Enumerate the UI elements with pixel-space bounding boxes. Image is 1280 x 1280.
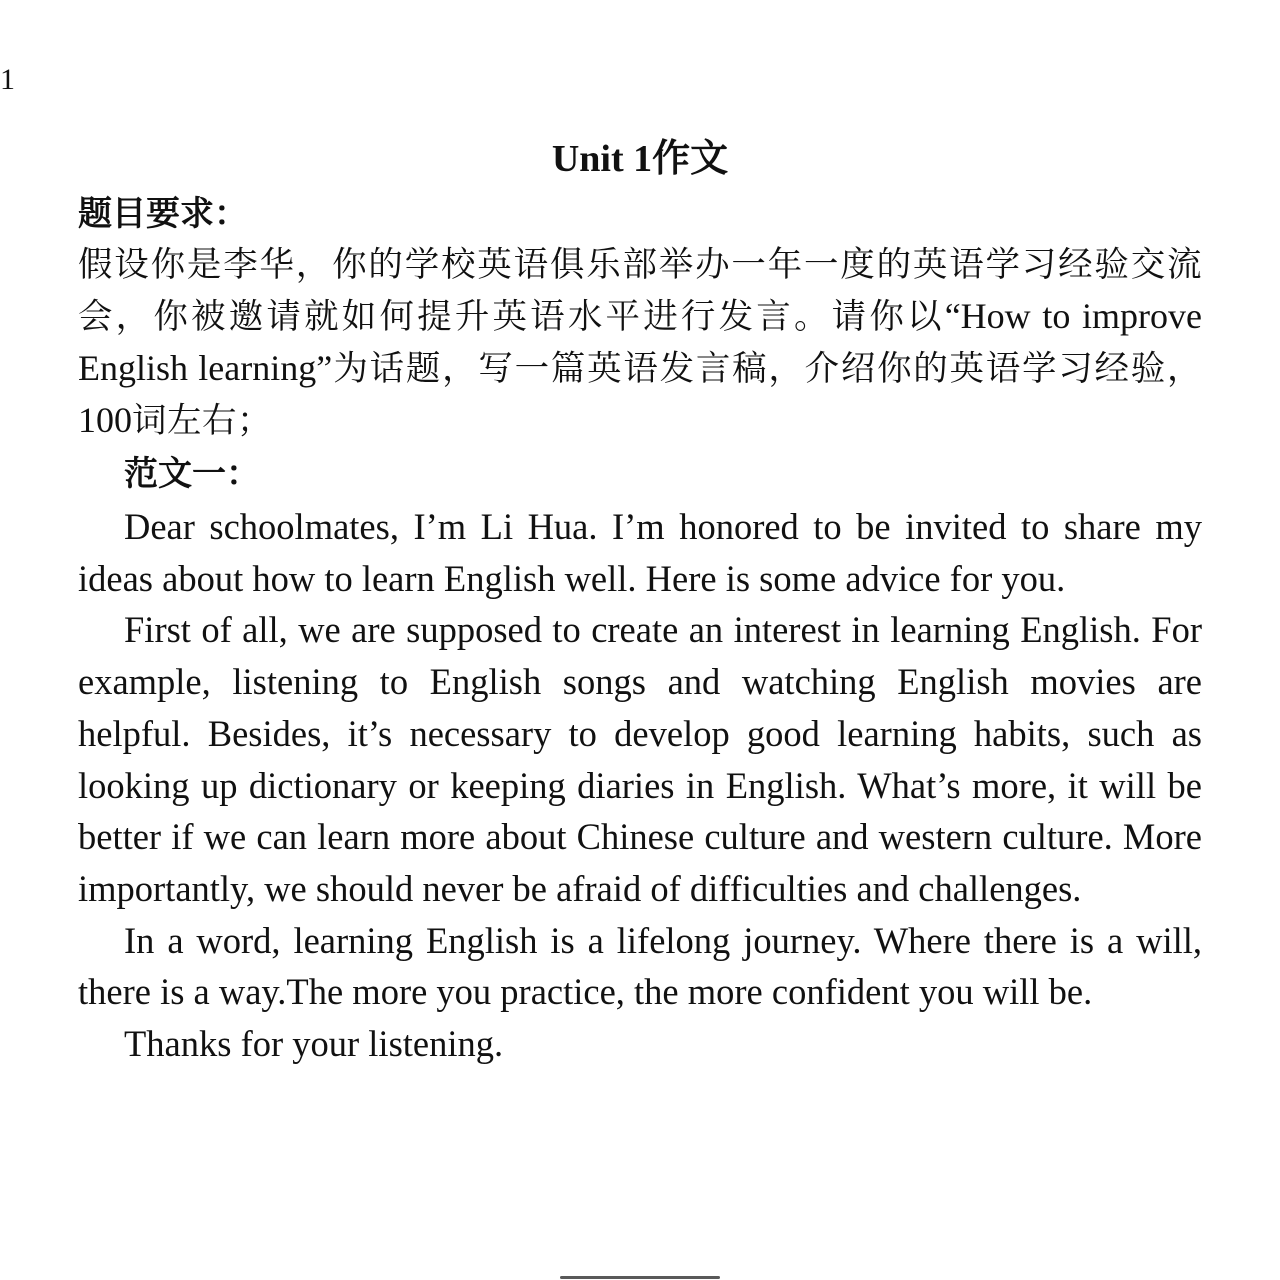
- page-title: Unit 1作文: [551, 138, 729, 180]
- requirements-text-after: 为话题，写一篇英语发言稿，介绍你的英语学习经验，: [332, 349, 1203, 389]
- requirements-word-count: 100: [78, 400, 132, 440]
- model-essay: [78, 501, 1202, 1070]
- requirements-text-end: 词左右；: [132, 401, 272, 441]
- model-essay-label: 范文一：: [124, 454, 260, 494]
- essay-paragraph-greeting: Dear schoolmates, I’m Li Hua. I’m honored to be invited to share my ideas about how to learn English well. Here is some advice for you.: [78, 506, 1202, 599]
- requirements-label: 题目要求：: [78, 194, 248, 234]
- essay-paragraph-conclusion: In a word, learning English is a lifelong journey. Where there is a will, there is a way.The more you practice, the more confident you will be.: [78, 919, 1202, 1013]
- requirements-text: [78, 240, 1202, 447]
- page-number: 1: [0, 63, 15, 96]
- essay-paragraph-closing: Thanks for your listening.: [124, 1023, 504, 1065]
- cropped-next-heading: [560, 1266, 720, 1280]
- document-body: [78, 130, 1202, 1070]
- requirements-text-before: 假设你是李华，你的学校英语俱乐部举办一年一度的英语学习经验交流会，你被邀请就如何提升英语水平进行发言。请你以: [78, 245, 1202, 337]
- requirements-topic: “How to improve English learning”: [78, 296, 1202, 388]
- essay-paragraph-body: First of all, we are supposed to create an interest in learning English. For example, listening to English songs and watching English movies are helpful. Besides, it’s necessary to develop good learning habits, such as looking up dictionary or keeping diaries in English. What’s more, it will be better if we can learn more about Chinese culture and western culture. More importantly, we should never be afraid of difficulties and challenges.: [78, 609, 1202, 909]
